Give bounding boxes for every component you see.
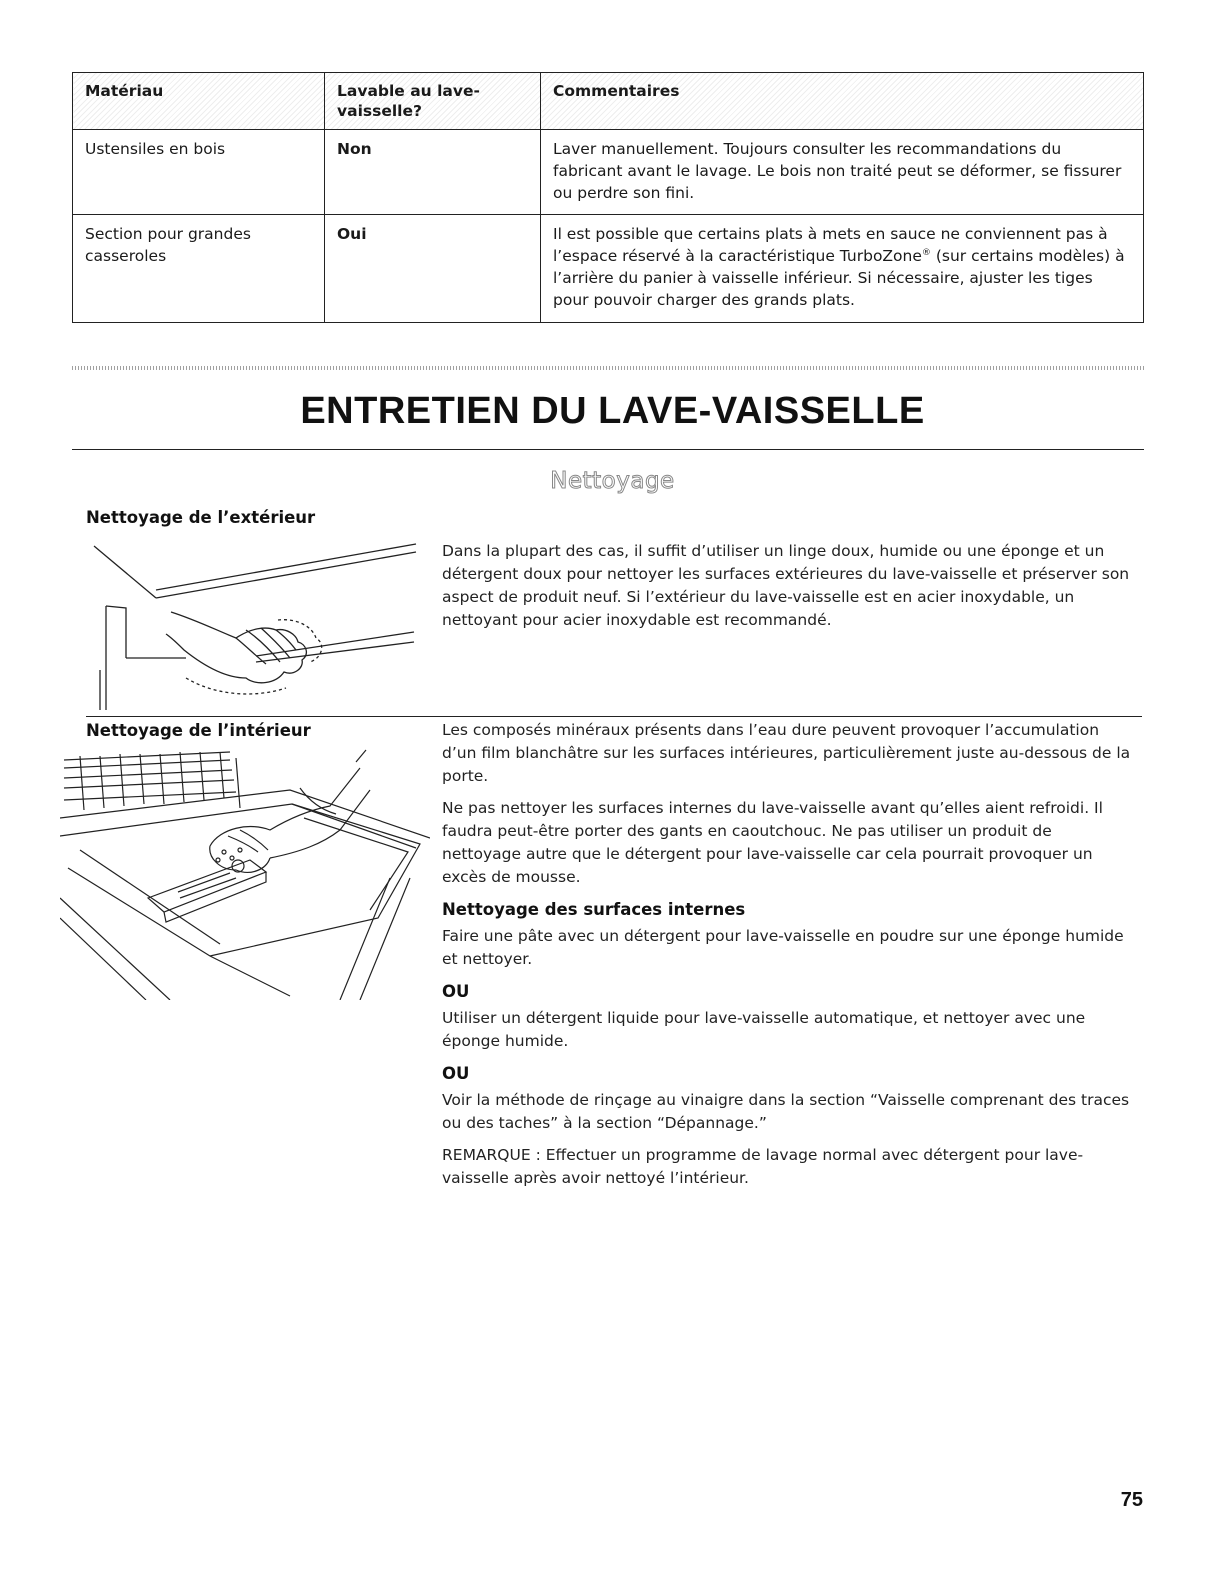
title-rule xyxy=(72,449,1144,450)
interior-note: REMARQUE : Effectuer un programme de lavage normal avec détergent pour lave-vaisselle après avoir nettoyé l’intérieur. xyxy=(442,1146,1084,1187)
cell-washable: Non xyxy=(325,130,541,215)
cell-comment: Laver manuellement. Toujours consulter les recommandations du fabricant avant le lavage. Le bois non traité peut se déformer, se fissurer ou perdre son fini. xyxy=(541,130,1144,215)
exterior-paragraph xyxy=(442,540,1132,641)
interior-paragraph-1: Les composés minéraux présents dans l’eau dure peuvent provoquer l’accumulation d’un film blanchâtre sur les surfaces intérieures, particulièrement juste au-dessous de la porte. xyxy=(442,721,1131,785)
or-label: OU xyxy=(442,1064,470,1083)
interior-paragraph-5: Voir la méthode de rinçage au vinaigre dans la section “Vaisselle comprenant des traces ou des taches” à la section “Dépannage.” xyxy=(442,1091,1130,1132)
interior-paragraph-2: Ne pas nettoyer les surfaces internes du lave-vaisselle avant qu’elles aient refroidi. Il faudra peut-être porter des gants en caoutchouc. Ne pas utiliser un produit de nettoyage autre que le détergent pour lave-vaisselle car cela pourrait provoquer un excès de mousse. xyxy=(442,799,1103,886)
section-subtitle: Nettoyage xyxy=(550,468,675,494)
exterior-cleaning-illustration xyxy=(86,538,426,710)
exterior-heading: Nettoyage de l’extérieur xyxy=(86,508,316,527)
cell-comment: Il est possible que certains plats à mets en sauce ne conviennent pas à l’espace réservé à la caractéristique TurboZone® (sur certains modèles) à l’arrière du panier à vaisselle inférieur. Si nécessaire, ajuster les tiges pour pouvoir charger des grands plats. xyxy=(541,215,1144,323)
interior-paragraph-4: Utiliser un détergent liquide pour lave-vaisselle automatique, et nettoyer avec une éponge humide. xyxy=(442,1009,1086,1050)
header-comments: Commentaires xyxy=(541,73,1144,130)
header-washable: Lavable au lave-vaisselle? xyxy=(325,73,541,130)
detergent-dispenser-icon xyxy=(148,860,266,922)
section-rule xyxy=(86,716,1142,717)
cell-material: Ustensiles en bois xyxy=(73,130,325,215)
interior-text-block xyxy=(442,719,1132,1199)
materials-table xyxy=(72,72,1144,323)
or-label: OU xyxy=(442,982,470,1001)
cell-material: Section pour grandes casseroles xyxy=(73,215,325,323)
page-number: 75 xyxy=(1120,1489,1143,1511)
interior-paragraph-3: Faire une pâte avec un détergent pour lave-vaisselle en poudre sur une éponge humide et nettoyer. xyxy=(442,927,1124,968)
table-row xyxy=(73,215,1144,323)
hand-sponge-icon xyxy=(210,750,370,872)
dish-rack-icon xyxy=(64,752,240,810)
exterior-text: Dans la plupart des cas, il suffit d’utiliser un linge doux, humide ou une éponge et un détergent doux pour nettoyer les surfaces extérieures du lave-vaisselle et préserver son aspect de produit neuf. Si l’extérieur du lave-vaisselle est en acier inoxydable, un nettoyant pour acier inoxydable est recommandé. xyxy=(442,542,1130,629)
header-material: Matériau xyxy=(73,73,325,130)
registered-mark: ® xyxy=(921,247,931,258)
internal-surfaces-heading: Nettoyage des surfaces internes xyxy=(442,900,746,919)
cell-washable: Oui xyxy=(325,215,541,323)
table-row xyxy=(73,130,1144,215)
interior-heading: Nettoyage de l’intérieur xyxy=(86,721,311,740)
dotted-separator xyxy=(72,366,1144,370)
section-title: ENTRETIEN DU LAVE-VAISSELLE xyxy=(300,390,925,432)
table-header-row xyxy=(73,73,1144,130)
interior-cleaning-illustration xyxy=(60,748,430,1000)
